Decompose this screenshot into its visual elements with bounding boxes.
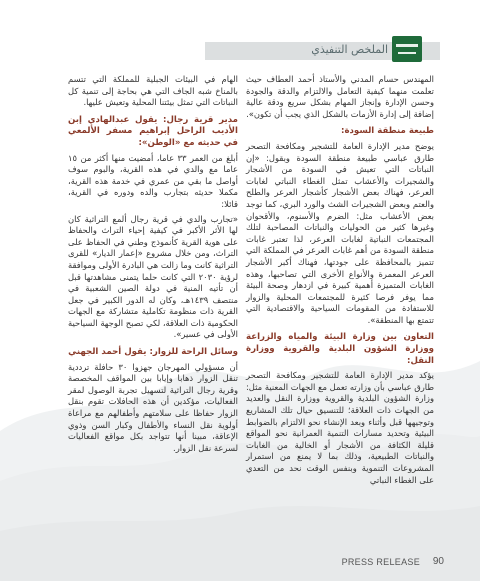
right-paragraph-1: يوضح مدير الإدارة العامة للتشجير ومكافحة التصحر طارق عباسي طبيعة منطقة السودة وبقول: «إن النباتات التي تعيش في السودة من الأشجار والشجيرات والأعشاب تمثل الغطاء النباتي لغابات العرعر، فهناك بعض الأشجار كأشجار العرعر والطلح والعتم وبعض الشجيرات الشث والورد البري، كما توجد بعض الأعشاب مثل: الضرم والأسنوم، والأقحوان وغيرها كثير من الحوليات والنباتات المصاحبة لتلك المجتمعات النباتية لغابات العرعر، لذا تعتبر غابات منطقة السودة من أهم غابات العرعر في المملكة التي تتميز بالمحافظة على جودتها، فهناك أكبر الأشجار العرعر المعمرة والأنواع الأخرى التي تصاحبها، وهذه الغابات المتميزة أهمية كبيرة في ازدهار وصحة البيئة مما يوفر فرصا كثيرة للمجتمعات المحلية والزوار للاستفادة من المقومات السياحية والاقتصادية التي تتمتع بها المنطقة».: [246, 140, 434, 325]
right-intro-paragraph: المهندس حسام المدني والأستاذ أحمد العطاف حيث تعلمت منهما كيفية التعامل والالتزام والدقة والجودة وحسن الإدارة وإنجاز المهام بشكل سريع ودقة عالية إضافة إلى إدارة الأزمات بالشكل الذي يجب أن تكون».: [246, 74, 434, 119]
saudi-flag-icon: [392, 36, 422, 62]
flag-sword: [398, 52, 416, 54]
right-paragraph-2: يؤكد مدير الإدارة العامة للتشجير ومكافحة التصحر طارق عباسي بأن وزارته تعمل مع الجهات المعنية مثل: وزارة الشؤون البلدية والقروية ووزارة النقل والعديد من الجهات ذات العلاقة؛ للتنسيق حيال تلك المشاريع وتوجيهها قبل وأثناء وبعد الإنشاء نحو الالتزام بالضوابط البيئية وتحديد مسارات التنمية العمرانية نحو المواقع قليلة الكثافة من الأشجار أو الخالية من الغابات والنباتات الطبيعية، وذلك بما لا يمنع من استمرار المشروعات التنموية وبنفس الوقت نحد من التعدي على الغطاء النباتي: [245, 370, 434, 485]
section-title: الملخص التنفيذي: [311, 43, 388, 56]
page-header: [0, 36, 480, 66]
left-column: [68, 74, 238, 457]
left-heading-1: مدير قرية رجال: يقول عبدالهادي إبن الأديب الراحل إبراهيم مسفر الألمعي في حديثه مع «الوطن»:: [68, 114, 238, 148]
left-paragraph-3: أن مسؤولي المهرجان جهزوا ٣٠ حافلة ترددية تنقل الزوار ذهابا وإيابا بين المواقف المخصصة وقرية رجال التراثية لتسهيل تجربة الوصول لمقر الفعاليات، مؤكدين أن هذه الحافلات تقوم بنقل الزوار حفاظا على سلامتهم وأطفالهم مع مراعاة أولوية نقل النساء والأطفال وكبار السن وذوي الإعاقة، مبينا أنها تتواجد بكل مواقع الفعاليات لسرعة نقل الزوار.: [68, 361, 238, 453]
press-release-label: PRESS RELEASE: [341, 557, 420, 567]
left-paragraph-1: أبلغ من العمر ٣٣ عاما، أمضيت منها أكثر من ١٥ عاما مع والدي في هذه القرية، والبوم سوف أواصل ما بقي من عمري في خدمة هذه القرية، مكملا حديثه بتجارب والده ودوره في القرية، قائلا:: [68, 152, 238, 209]
right-heading-1: طبيعة منطقة السودة:: [341, 126, 434, 137]
right-column: [246, 74, 434, 489]
page-footer: [0, 553, 480, 567]
right-heading-2: التعاون بين وزارة البيئة والمياه والزراعة ووزارة الشؤون البلدية والقروية ووزارة النقل:: [246, 332, 434, 366]
left-heading-2: وسائل الراحة للزوار: يقول أحمد الجهني: [68, 347, 238, 358]
left-intro-paragraph: الهام في البيئات الجبلية للمملكة التي تتسم بالمناخ شبه الجاف التي هي بحاجة إلى تنمية كل النباتات التي تمثل بيئتنا المحلية وتعيش عليها.: [68, 74, 238, 108]
page-number: 90: [432, 556, 444, 567]
left-paragraph-2: «تجارب والدي في قرية رجال ألمع التراثية كان لها الأثر الأكبر في كيفية إحياء التراث والحفاظ على هوية القرية كأنموذج وطني في الحفاظ على التراث، ومن خلال مشروع «إعمار الديار» للقرى التراثية كانت وما زالت هي البادرة الأولى وموافقة لرؤية ٢٠٣٠ التي كانت حلما يتمنى مشاهدتها قبل أن تأتيه المنية في دولة الصين الشعبية في منتصف ١٤٣٩هـ، وكان له الدور الكبير في جعل القرية ذات منظومة تكاملية متشاركة مع الجهات الحكومية ذات العلاقة، لكي تصبح الوجهة السياحية الأولى في عسير».: [68, 213, 238, 340]
flag-script: [396, 44, 418, 47]
